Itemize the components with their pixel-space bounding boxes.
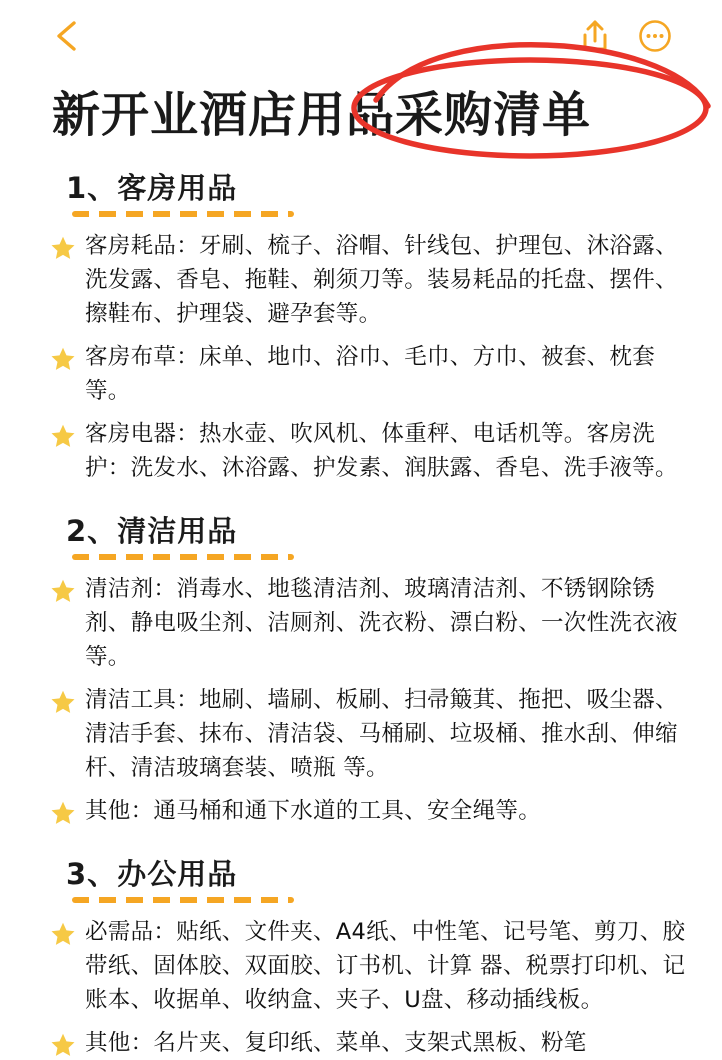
list-item — [22, 340, 700, 408]
section-1-head — [22, 168, 700, 217]
section-1-title: 客房用品 — [117, 171, 238, 205]
section-1-items — [22, 229, 700, 485]
section-2-number: 2、 — [66, 514, 118, 548]
top-bar-actions — [578, 18, 672, 54]
page-title: 新开业酒店用品采购清单 — [52, 87, 592, 143]
section-2-items — [22, 572, 700, 828]
section-1 — [22, 168, 700, 485]
top-bar — [22, 0, 700, 72]
chevron-left-icon[interactable] — [50, 16, 84, 56]
star-icon — [50, 578, 76, 604]
share-icon[interactable] — [578, 18, 612, 54]
more-options-icon[interactable] — [638, 18, 672, 54]
list-item — [22, 229, 700, 331]
list-item-text: 必需品：贴纸、文件夹、A4纸、中性笔、记号笔、剪刀、胶带纸、固体胶、双面胶、订书机、计算 器、税票打印机、记账本、收据单、收纳盒、夹子、U盘、移动插线板。 — [85, 919, 686, 1013]
list-item — [22, 794, 700, 828]
section-2-title: 清洁用品 — [117, 514, 238, 548]
star-icon — [50, 921, 76, 947]
star-icon — [50, 689, 76, 715]
section-3-number: 3、 — [66, 857, 118, 891]
section-3-underline — [72, 897, 294, 903]
star-icon — [50, 235, 76, 261]
section-3-items — [22, 915, 700, 1060]
section-3-title: 办公用品 — [117, 857, 238, 891]
section-2 — [22, 511, 700, 828]
list-item-text: 客房电器：热水壶、吹风机、体重秤、电话机等。客房洗护：洗发水、沐浴露、护发素、润肤露、香皂、洗手液等。 — [85, 421, 678, 481]
list-item-text: 客房布草：床单、地巾、浴巾、毛巾、方巾、被套、枕套等。 — [85, 344, 656, 404]
section-2-underline — [72, 554, 294, 560]
list-item-text: 清洁剂：消毒水、地毯清洁剂、玻璃清洁剂、不锈钢除锈剂、静电吸尘剂、洁厕剂、洗衣粉、漂白粉、一次性洗衣液等。 — [85, 576, 678, 670]
list-item — [22, 417, 700, 485]
list-item-text: 清洁工具：地刷、墙刷、板刷、扫帚簸萁、拖把、吸尘器、清洁手套、抹布、清洁袋、马桶刷、垃圾桶、推水刮、伸缩杆、清洁玻璃套装、喷瓶 等。 — [85, 687, 678, 781]
list-item-text: 其他：名片夹、复印纸、菜单、支架式黑板、粉笔 — [85, 1030, 587, 1056]
star-icon — [50, 346, 76, 372]
list-item — [22, 683, 700, 785]
list-item — [22, 1026, 700, 1060]
section-3 — [22, 854, 700, 1060]
section-1-number: 1、 — [66, 171, 118, 205]
list-item — [22, 572, 700, 674]
section-1-underline — [72, 211, 294, 217]
section-2-head — [22, 511, 700, 560]
star-icon — [50, 800, 76, 826]
title-area — [22, 72, 700, 158]
list-item-text: 其他：通马桶和通下水道的工具、安全绳等。 — [85, 798, 542, 824]
star-icon — [50, 1032, 76, 1058]
list-item-text: 客房耗品：牙刷、梳子、浴帽、针线包、护理包、沐浴露、洗发露、香皂、拖鞋、剃须刀等。装易耗品的托盘、摆件、擦鞋布、护理袋、避孕套等。 — [85, 233, 678, 327]
star-icon — [50, 423, 76, 449]
section-3-head — [22, 854, 700, 903]
list-item — [22, 915, 700, 1017]
